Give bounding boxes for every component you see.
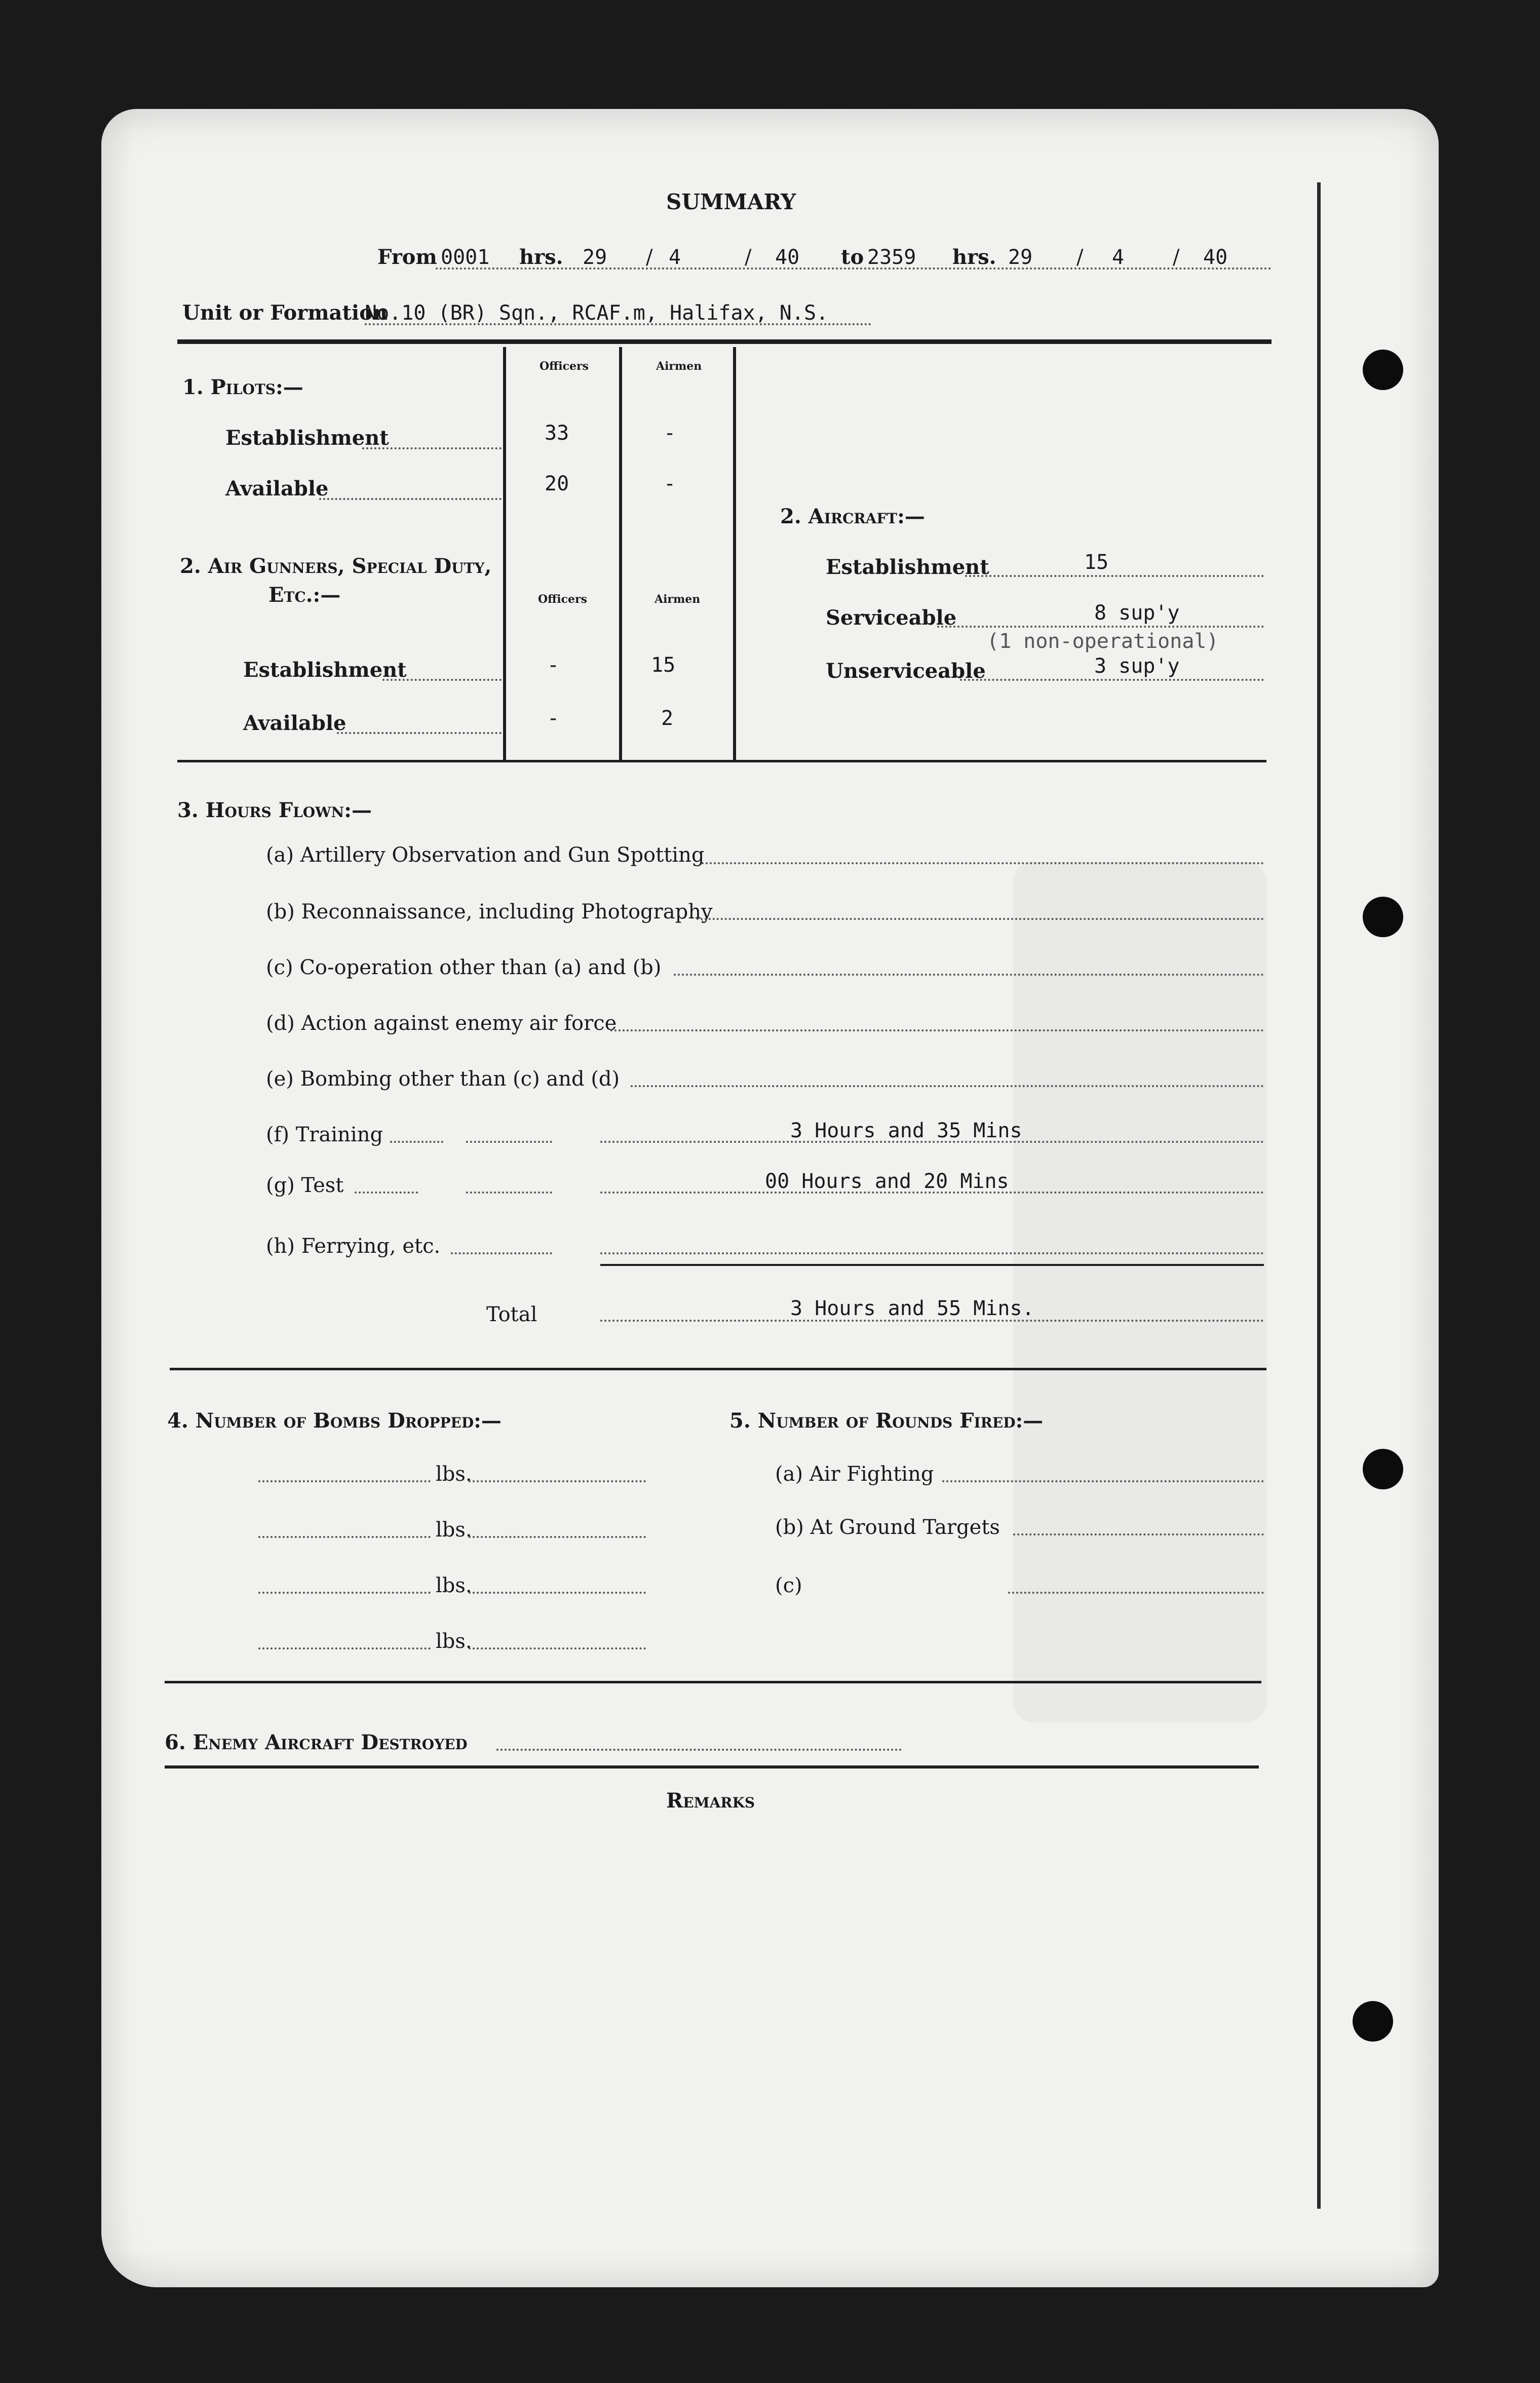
hours-f-dots-2 (466, 1141, 552, 1143)
section-divider-1 (177, 760, 1266, 762)
bombs-row-3-dots-a (258, 1592, 431, 1594)
aircraft-establishment-label: Establishment (826, 555, 989, 579)
aircraft-heading: 2. Aircraft:— (780, 505, 925, 528)
bombs-heading: 4. Number of Bombs Dropped:— (167, 1409, 502, 1433)
bombs-row-3-dots-b (469, 1592, 646, 1594)
from-label: From (377, 245, 437, 269)
hours-b-dots (697, 918, 1264, 920)
rounds-c-label: (c) (775, 1574, 802, 1597)
unit-dotted-line (365, 323, 871, 325)
punch-hole-4 (1353, 2001, 1393, 2042)
table-grid-line-2 (619, 347, 622, 762)
section-divider-4 (165, 1765, 1259, 1769)
hours-total-value: 3 Hours and 55 Mins. (790, 1297, 1034, 1320)
to-day: 29 (1008, 246, 1033, 269)
hours-f-dots-1 (390, 1141, 443, 1143)
hours-g-label: (g) Test (266, 1174, 344, 1197)
table-grid-line-3 (733, 347, 736, 762)
punch-hole-3 (1363, 1449, 1403, 1489)
pilots-establishment-airmen: - (664, 421, 676, 445)
rounds-a-label: (a) Air Fighting (775, 1463, 934, 1486)
pilots-establishment-officers: 33 (545, 421, 569, 445)
rounds-b-dots (1013, 1533, 1264, 1535)
bombs-row-2-dots-b (469, 1536, 646, 1538)
hours-total-rule (600, 1264, 1264, 1266)
aircraft-serviceable-value: 8 sup'y (1094, 601, 1180, 625)
aircraft-establishment-value: 15 (1084, 551, 1109, 574)
unit-label: Unit or Formation (182, 301, 388, 325)
pilots-col-officers: Officers (540, 360, 589, 373)
section-divider-3 (165, 1681, 1261, 1683)
gunners-heading-line1: 2. Air Gunners, Special Duty, (180, 554, 492, 578)
gunners-col-airmen: Airmen (654, 593, 701, 606)
pilots-col-airmen: Airmen (656, 360, 702, 373)
hours-c-label: (c) Co-operation other than (a) and (b) (266, 956, 662, 979)
hours-g-dots-1 (355, 1191, 418, 1194)
pilots-available-label: Available (225, 477, 329, 501)
table-grid-line-1 (503, 347, 506, 762)
form-title: SUMMARY (666, 189, 796, 214)
pilots-available-officers: 20 (545, 472, 569, 495)
to-month: 4 (1112, 246, 1125, 269)
pilots-establishment-dots (362, 447, 502, 449)
from-slash-2: / (745, 246, 752, 269)
header-divider (177, 339, 1272, 344)
rounds-c-dots (1008, 1592, 1264, 1594)
enemy-heading: 6. Enemy Aircraft Destroyed (165, 1731, 468, 1754)
gunners-available-airmen: 2 (661, 707, 674, 730)
aircraft-unserviceable-dots (960, 679, 1264, 681)
to-slash-2: / (1173, 246, 1180, 269)
punch-hole-2 (1363, 897, 1403, 937)
rounds-b-label: (b) At Ground Targets (775, 1516, 1000, 1539)
hours-c-dots (674, 974, 1264, 976)
hours-e-label: (e) Bombing other than (c) and (d) (266, 1067, 620, 1091)
bombs-row-1-dots-a (258, 1480, 431, 1482)
bombs-row-2-dots-a (258, 1536, 431, 1538)
binding-margin-line (1317, 182, 1321, 2209)
aircraft-unserviceable-label: Unserviceable (826, 659, 986, 683)
pilots-available-dots (319, 498, 502, 500)
section-divider-2 (170, 1368, 1266, 1370)
from-time: 0001 (441, 246, 490, 269)
gunners-available-label: Available (243, 711, 346, 735)
bombs-row-4-dots-a (258, 1647, 431, 1649)
bombs-row-4-unit: lbs. (436, 1630, 472, 1653)
from-month: 4 (669, 246, 681, 269)
hours-g-value: 00 Hours and 20 Mins (765, 1170, 1009, 1193)
hours-h-label: (h) Ferrying, etc. (266, 1235, 441, 1258)
aircraft-serviceable-dots (937, 626, 1264, 628)
gunners-heading-line2: Etc.:— (268, 583, 341, 607)
bombs-row-1-dots-b (469, 1480, 646, 1482)
hours-g-dots-2 (466, 1191, 552, 1194)
bombs-row-2-unit: lbs. (436, 1518, 472, 1542)
enemy-dots (496, 1749, 902, 1751)
gunners-establishment-officers: - (547, 654, 560, 677)
rounds-a-dots (942, 1480, 1264, 1482)
hours-h-dots (451, 1252, 552, 1254)
gunners-establishment-label: Establishment (243, 658, 407, 682)
hours-e-dots (631, 1085, 1264, 1087)
unit-value: No.10 (BR) Sqn., RCAF.m, Halifax, N.S. (365, 301, 829, 325)
hours-d-label: (d) Action against enemy air force (266, 1012, 617, 1035)
to-label: to (841, 245, 864, 269)
hours-f-label: (f) Training (266, 1123, 383, 1146)
to-time: 2359 (867, 246, 916, 269)
aircraft-serviceable-label: Serviceable (826, 606, 957, 630)
rounds-heading: 5. Number of Rounds Fired:— (729, 1409, 1044, 1433)
remarks-heading: Remarks (666, 1789, 755, 1813)
pilots-available-airmen: - (664, 472, 676, 495)
to-hrs-label: hrs. (952, 245, 996, 269)
gunners-establishment-airmen: 15 (651, 654, 676, 677)
bombs-row-1-unit: lbs. (436, 1463, 472, 1486)
from-year: 40 (775, 246, 800, 269)
hours-a-label: (a) Artillery Observation and Gun Spotting (266, 843, 705, 867)
hours-heading: 3. Hours Flown:— (177, 798, 372, 822)
from-slash-1: / (646, 246, 653, 269)
gunners-available-officers: - (547, 707, 560, 730)
from-day: 29 (583, 246, 607, 269)
gunners-col-officers: Officers (538, 593, 587, 606)
hours-b-label: (b) Reconnaissance, including Photography (266, 900, 713, 924)
date-range-dotted-line (436, 267, 1272, 270)
hours-a-dots (702, 862, 1264, 864)
aircraft-establishment-dots (965, 575, 1264, 577)
hours-total-label: Total (486, 1303, 537, 1326)
hours-h-dots-2 (600, 1252, 1264, 1254)
gunners-available-dots (337, 732, 502, 734)
gunners-establishment-dots (382, 679, 502, 681)
bombs-row-3-unit: lbs. (436, 1574, 472, 1597)
to-slash-1: / (1076, 246, 1084, 269)
hours-d-dots (610, 1029, 1264, 1031)
punch-hole-1 (1363, 350, 1403, 390)
hours-f-value: 3 Hours and 35 Mins (790, 1119, 1022, 1142)
pilots-heading: 1. Pilots:— (182, 375, 303, 399)
to-year: 40 (1203, 246, 1228, 269)
bombs-row-4-dots-b (469, 1647, 646, 1649)
aircraft-unserviceable-value: 3 sup'y (1094, 655, 1180, 678)
from-hrs-label: hrs. (519, 245, 563, 269)
aircraft-serviceable-note: (1 non-operational) (987, 630, 1219, 653)
pilots-establishment-label: Establishment (225, 426, 389, 450)
